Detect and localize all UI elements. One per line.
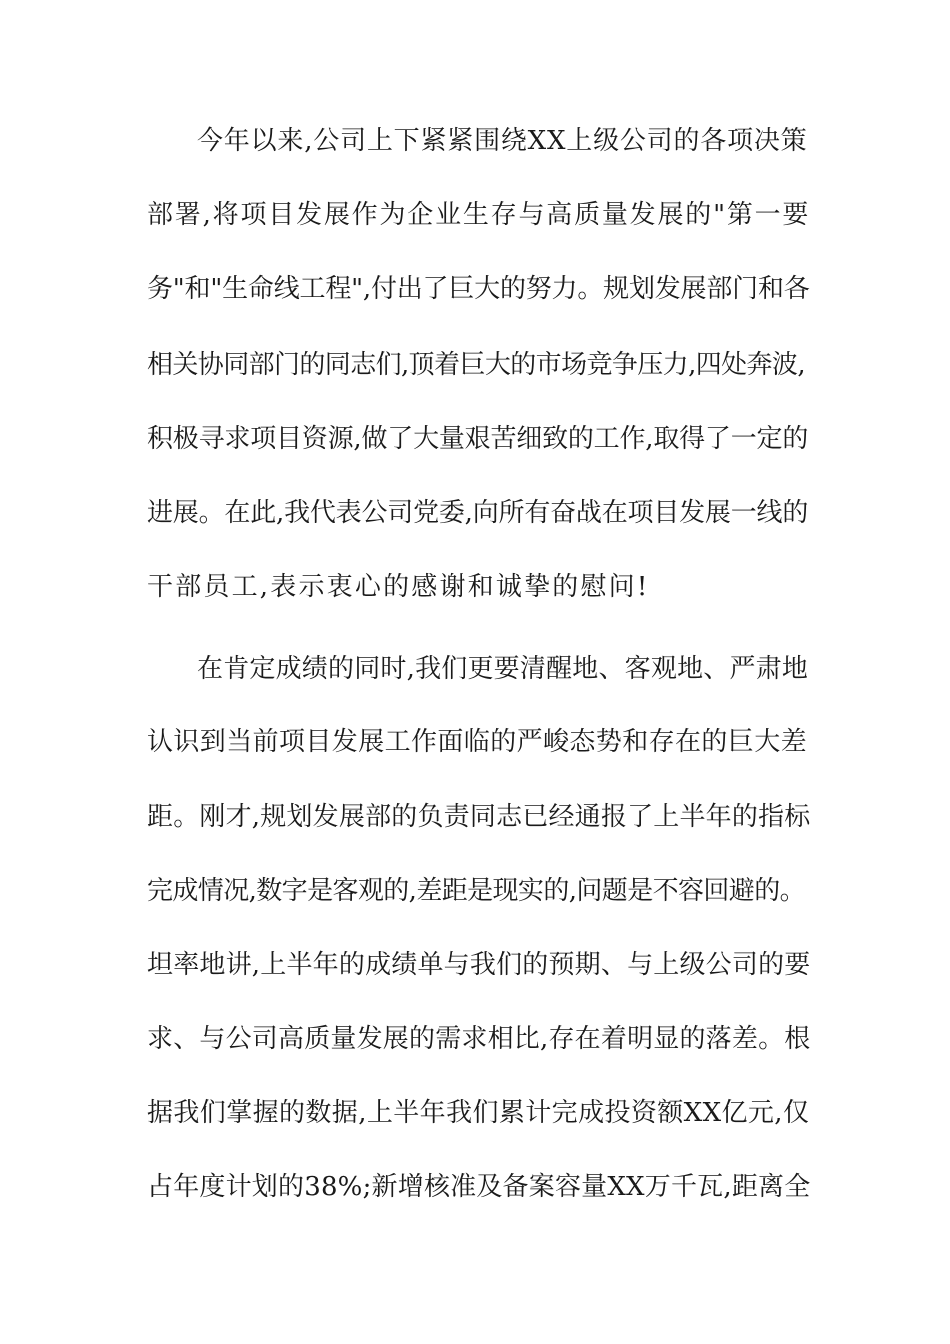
paragraph-1-line-4: 相关协同部门的同志们,顶着巨大的市场竞争压力,四处奔波, [147,350,805,380]
paragraph-1-line-3: 务"和"生命线工程",付出了巨大的努力。规划发展部门和各 [147,274,810,304]
paragraph-2-line-2: 认识到当前项目发展工作面临的严峻态势和存在的巨大差 [147,727,808,757]
paragraph-1-line-2: 部署,将项目发展作为企业生存与高质量发展的"第一要 [147,200,811,230]
paragraph-2-line-6: 求、与公司高质量发展的需求相比,存在着明显的落差。根 [147,1024,811,1054]
paragraph-1-line-6: 进展。在此,我代表公司党委,向所有奋战在项目发展一线的 [147,498,809,528]
paragraph-1-line-7: 干部员工,表示衷心的感谢和诚挚的慰问! [147,572,650,602]
paragraph-1-line-5: 积极寻求项目资源,做了大量艰苦细致的工作,取得了一定的 [147,424,809,454]
paragraph-2-line-3: 距。刚才,规划发展部的负责同志已经通报了上半年的指标 [147,802,811,832]
paragraph-1-line-1: 今年以来,公司上下紧紧围绕XX上级公司的各项决策 [197,126,808,156]
paragraph-2-line-7: 据我们掌握的数据,上半年我们累计完成投资额XX亿元,仅 [147,1098,810,1128]
paragraph-2-line-4: 完成情况,数字是客观的,差距是现实的,问题是不容回避的。 [147,876,805,906]
paragraph-2-line-5: 坦率地讲,上半年的成绩单与我们的预期、与上级公司的要 [147,950,811,980]
paragraph-2-line-1: 在肯定成绩的同时,我们更要清醒地、客观地、严肃地 [197,654,809,684]
paragraph-2-line-8: 占年度计划的38%;新增核准及备案容量XX万千瓦,距离全 [147,1172,811,1202]
